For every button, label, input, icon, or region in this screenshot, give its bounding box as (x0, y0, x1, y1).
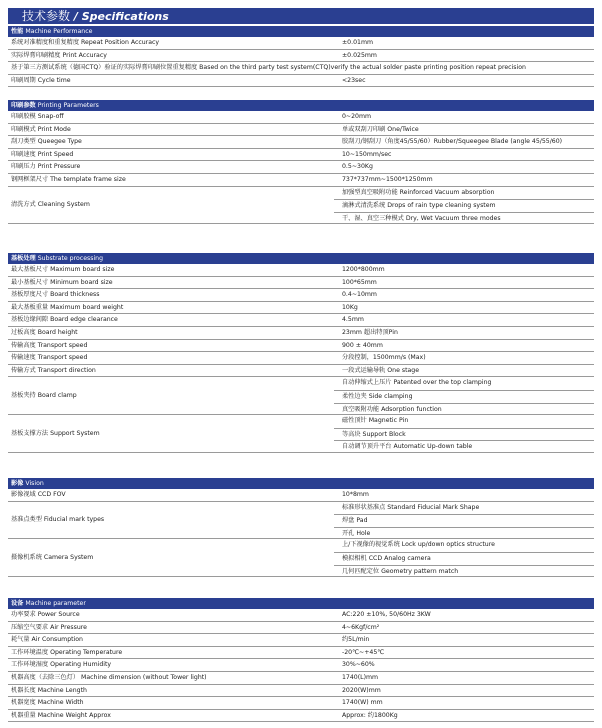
spec-value: 10*8mm (342, 491, 369, 498)
spec-value: 4.5mm (342, 316, 364, 324)
spec-value: 开孔 Hole (334, 527, 594, 540)
spec-row (8, 489, 594, 502)
section-head-cn: 性能 (11, 28, 24, 35)
spec-row (8, 62, 594, 75)
spec-label: 传输速度 Transport speed (11, 354, 88, 362)
spec-value: 4~6Kgf/cm² (342, 623, 380, 631)
spec-value: 30%~60% (342, 661, 375, 669)
section-head-en: Machine parameter (23, 600, 86, 607)
spec-value: 焊盘 Pad (334, 514, 594, 527)
spec-value: 几何匹配定位 Geometry pattern match (334, 565, 594, 578)
section-head-en: Machine Performance (23, 28, 93, 35)
spec-row (8, 37, 594, 50)
spec-label: 印刷胶模 Snap-off (11, 113, 64, 120)
spec-value: 自动调节顶升平台 Automatic Up-down table (334, 440, 594, 453)
spec-row (8, 314, 594, 327)
spec-value: 23mm 超出特顶Pin (342, 329, 398, 336)
spec-value: 上/下视像的视觉系统 Lock up/down optics structure (342, 541, 495, 549)
spec-label: 实际焊膏印刷精度 Print Accuracy (11, 51, 107, 59)
spec-label: 机器宽度 Machine Width (11, 699, 84, 707)
spec-label: 系统对准精度和重复精度 Repeat Position Accuracy (11, 39, 160, 46)
spec-label: 最大基板尺寸 Maximum board size (11, 266, 115, 273)
section-head-cn: 印刷参数 (11, 102, 36, 109)
spec-value: 单或双刮刀印刷 One/Twice (342, 125, 419, 133)
spec-value: 0~20mm (342, 113, 372, 120)
spec-label: 印刷周期 Cycle time (11, 76, 71, 84)
spec-label: 机器重量 Machine Weight Approx (11, 711, 111, 719)
section-head-cn: 设备 (11, 600, 24, 607)
spec-label: 最大基板重量 Maximum board weight (11, 303, 124, 311)
spec-label: 印刷模式 Print Mode (11, 125, 71, 133)
spec-value: 10Kg (342, 303, 358, 311)
spec-label: 刮刀类型 Queegee Type (11, 138, 82, 146)
spec-row (8, 340, 594, 353)
spec-row (8, 327, 594, 340)
spec-row (8, 365, 594, 378)
spec-value: <23sec (342, 76, 366, 84)
board-clamp-row (8, 377, 594, 415)
spec-value: 磁性顶针 Magnetic Pin (342, 417, 409, 425)
spec-row (8, 622, 594, 635)
spec-value: 柔性边夹 Side clamping (334, 390, 594, 403)
spec-value: 约5L/min (342, 636, 370, 644)
spec-label: 影像视域 CCD FOV (11, 491, 66, 498)
spec-value: 干、湿、真空三种模式 Dry, Wet Vacuum three modes (334, 212, 594, 225)
spec-row (8, 289, 594, 302)
section-machine-parameter (8, 598, 594, 609)
section-head-en: Substrate processing (35, 255, 104, 262)
fiducial-mark-row (8, 502, 594, 540)
spec-row (8, 634, 594, 647)
spec-value: 胶刮刀/钢刮刀（角度45/55/60）Rubber/Squeegee Blade (angle 45/55/60) (342, 138, 563, 146)
spec-value: 一段式运输导轨 One stage (342, 366, 420, 374)
spec-label: 基板厚度尺寸 Board thickness (11, 291, 100, 299)
spec-row (8, 149, 594, 162)
spec-label: 摄像机系统 Camera System (11, 554, 94, 562)
spec-value: 等高块 Support Block (334, 428, 594, 441)
spec-label: 基板边缘间隙 Board edge clearance (11, 316, 118, 324)
spec-value: 10~150mm/sec (342, 150, 392, 158)
section-head-cn: 基板处理 (11, 255, 36, 262)
spec-label: 传输方式 Transport direction (11, 366, 96, 374)
spec-value: 100*65mm (342, 278, 377, 286)
spec-label: 钢网框架尺寸 The template frame size (11, 176, 126, 183)
section-vision (8, 478, 594, 489)
spec-label: 基准点类型 Fiducial mark types (11, 516, 105, 524)
spec-row (8, 685, 594, 698)
spec-value: 加强型真空吸附功能 Reinforced Vacuum absorption (342, 188, 495, 196)
spec-row (8, 352, 594, 365)
spec-label: 最小基板尺寸 Minimum board size (11, 278, 113, 286)
spec-row (8, 277, 594, 290)
spec-row (8, 710, 594, 723)
spec-label: 工作环境湿度 Operating Humidity (11, 661, 112, 669)
spec-row (8, 174, 594, 187)
spec-value: 分段控制，1500mm/s (Max) (342, 354, 426, 362)
spec-label: 印刷压力 Print Pressure (11, 163, 81, 171)
spec-label: 机器高度（去除三色灯） Machine dimension (without Tower light) (11, 674, 207, 681)
spec-row (8, 302, 594, 315)
spec-label: 基板夹持 Board clamp (11, 392, 77, 400)
spec-value: 900 ± 40mm (342, 341, 383, 349)
spec-label: 功率要求 Power Source (11, 611, 80, 618)
spec-row (8, 50, 594, 63)
spec-label: 传输高度 Transport speed (11, 341, 88, 349)
spec-row (8, 609, 594, 622)
spec-value: Approx: 约1800Kg (342, 711, 398, 719)
spec-value: 1740(L)mm (342, 674, 379, 681)
title-cn: 技术参数 (22, 9, 71, 23)
spec-label: 过板高度 Board height (11, 329, 78, 336)
spec-value: 1740(W) mm (342, 699, 383, 707)
spec-value: -20℃~+45℃ (342, 648, 385, 656)
section-printing-parameters (8, 100, 594, 111)
spec-value: 标准形状基准点 Standard Fiducial Mark Shape (342, 503, 480, 511)
spec-value: ±0.01mm (342, 39, 374, 46)
spec-value: 0.5~30Kg (342, 163, 373, 171)
spec-value: ±0.025mm (342, 51, 377, 59)
spec-label: 工作环境温度 Operating Temperature (11, 648, 123, 656)
spec-row (8, 672, 594, 685)
spec-row (8, 111, 594, 124)
section-head-en: Vision (23, 480, 44, 487)
spec-value: 滴淋式清洗系统 Drops of rain type cleaning system (334, 199, 594, 212)
support-system-row (8, 415, 594, 453)
spec-row (8, 124, 594, 137)
page-title (8, 8, 594, 24)
spec-value: 737*737mm~1500*1250mm (342, 176, 433, 183)
spec-row (8, 659, 594, 672)
section-head-en: Printing Parameters (35, 102, 99, 109)
spec-label: 耗气量 Air Consumption (11, 636, 83, 644)
camera-system-row (8, 539, 594, 577)
spec-row (8, 697, 594, 710)
spec-row (8, 161, 594, 174)
spec-label: 印刷速度 Print Speed (11, 150, 74, 158)
spec-label: 基于第三方测试系统（德国CTQ）验证的实际焊膏印刷位置重复精度 Based on the third party test system(CTQ)verify the actual solder paste printing position repeat precision (11, 64, 526, 72)
spec-value: 模拟相机 CCD Analog camera (334, 552, 594, 565)
spec-value: AC:220 ±10%, 50/60Hz 3KW (342, 611, 431, 618)
spec-row (8, 136, 594, 149)
spec-value: 自动伸缩式上压片 Patented over the top clamping (342, 379, 492, 387)
cleaning-system-row (8, 187, 594, 225)
title-en: / Specifications (70, 10, 169, 23)
section-machine-performance (8, 26, 594, 37)
spec-label: 清洗方式 Cleaning System (11, 201, 90, 209)
spec-label: 基板支撑方法 Support System (11, 430, 100, 438)
spec-row (8, 647, 594, 660)
spec-value: 真空吸附功能 Adsorption function (334, 403, 594, 416)
section-substrate-processing (8, 253, 594, 264)
spec-value: 2020(W)mm (342, 686, 381, 694)
spec-row (8, 75, 594, 88)
spec-value: 0.4~10mm (342, 291, 377, 299)
spec-row (8, 264, 594, 277)
spec-label: 机器长度 Machine Length (11, 686, 87, 694)
spec-label: 压缩空气要求 Air Pressure (11, 623, 87, 631)
spec-value: 1200*800mm (342, 266, 385, 273)
section-head-cn: 影像 (11, 480, 24, 487)
